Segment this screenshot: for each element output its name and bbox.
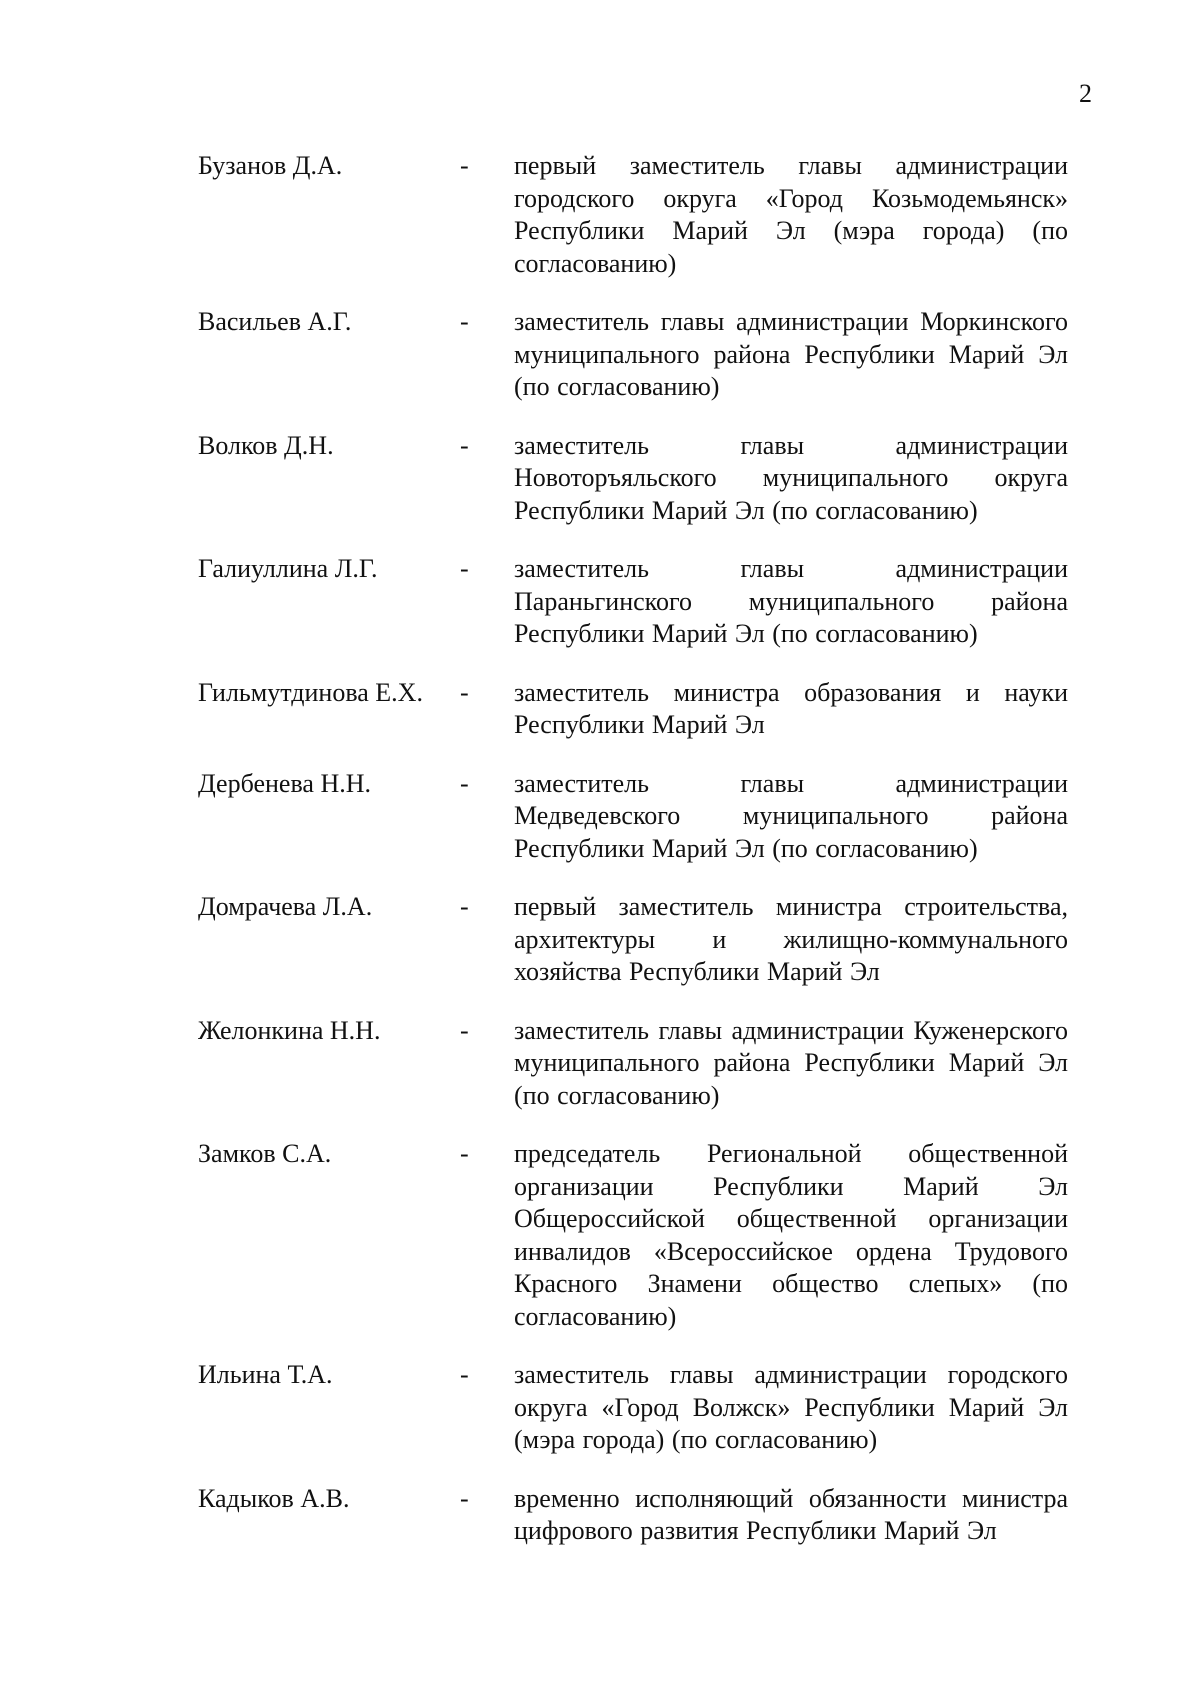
member-position: заместитель главы администрации Параньгинского муниципального района Республики Марий Эл (по согласованию): [514, 554, 1068, 648]
member-list: [0, 150, 1200, 1574]
member-position: заместитель главы администрации городского округа «Город Волжск» Республики Марий Эл (мэра города) (по согласованию): [514, 1360, 1068, 1454]
member-name: Гильмутдинова Е.Х.: [198, 677, 423, 707]
member-name: Ильина Т.А.: [198, 1360, 333, 1389]
separator-dash: -: [460, 1360, 469, 1389]
member-position: заместитель главы администрации Моркинского муниципального района Республики Марий Эл (по согласованию): [514, 307, 1068, 401]
member-entry: [0, 1015, 1200, 1113]
member-entry: [0, 677, 1200, 742]
separator-dash: -: [460, 554, 469, 583]
member-position: заместитель главы администрации Куженерского муниципального района Республики Марий Эл (по согласованию): [514, 1015, 1068, 1110]
member-position: первый заместитель министра строительства, архитектуры и жилищно-коммунального хозяйства Республики Марий Эл: [514, 892, 1068, 986]
separator-dash: -: [460, 1015, 469, 1045]
separator-dash: -: [460, 1483, 469, 1513]
member-position: временно исполняющий обязанности министра цифрового развития Республики Марий Эл: [514, 1483, 1068, 1545]
separator-dash: -: [460, 677, 469, 707]
member-position: председатель Региональной общественной организации Республики Марий Эл Общероссийской общественной организации инвалидов «Всероссийское ордена Трудового Красного Знамени общество слепых» (по согласованию): [514, 1139, 1068, 1331]
member-name: Васильев А.Г.: [198, 307, 352, 336]
member-name: Галиуллина Л.Г.: [198, 554, 378, 583]
separator-dash: -: [460, 307, 469, 336]
separator-dash: -: [460, 892, 469, 921]
member-entry: [0, 1138, 1200, 1333]
member-name: Домрачева Л.А.: [198, 892, 373, 921]
member-entry: [0, 1483, 1200, 1548]
member-position: заместитель главы администрации Новоторъяльского муниципального округа Республики Марий Эл (по согласованию): [514, 430, 1068, 525]
member-position: первый заместитель главы администрации городского округа «Город Козьмодемьянск» Республики Марий Эл (мэра города) (по согласованию): [514, 151, 1068, 278]
member-entry: [0, 768, 1200, 866]
page-number: 2: [1079, 79, 1092, 108]
member-name: Кадыков А.В.: [198, 1483, 350, 1513]
member-entry: [0, 306, 1200, 404]
member-name: Бузанов Д.А.: [198, 151, 343, 180]
separator-dash: -: [460, 151, 469, 180]
member-entry: [0, 150, 1200, 280]
member-position: заместитель главы администрации Медведевского муниципального района Республики Марий Эл (по согласованию): [514, 768, 1068, 863]
member-name: Замков С.А.: [198, 1139, 332, 1168]
member-position: заместитель министра образования и науки Республики Марий Эл: [514, 677, 1068, 739]
member-name: Желонкина Н.Н.: [198, 1015, 381, 1045]
member-name: Дербенева Н.Н.: [198, 768, 371, 798]
member-entry: [0, 891, 1200, 989]
member-entry: [0, 553, 1200, 651]
separator-dash: -: [460, 768, 469, 798]
member-entry: [0, 1359, 1200, 1457]
member-entry: [0, 430, 1200, 528]
separator-dash: -: [460, 430, 469, 460]
member-name: Волков Д.Н.: [198, 430, 334, 460]
separator-dash: -: [460, 1139, 469, 1168]
